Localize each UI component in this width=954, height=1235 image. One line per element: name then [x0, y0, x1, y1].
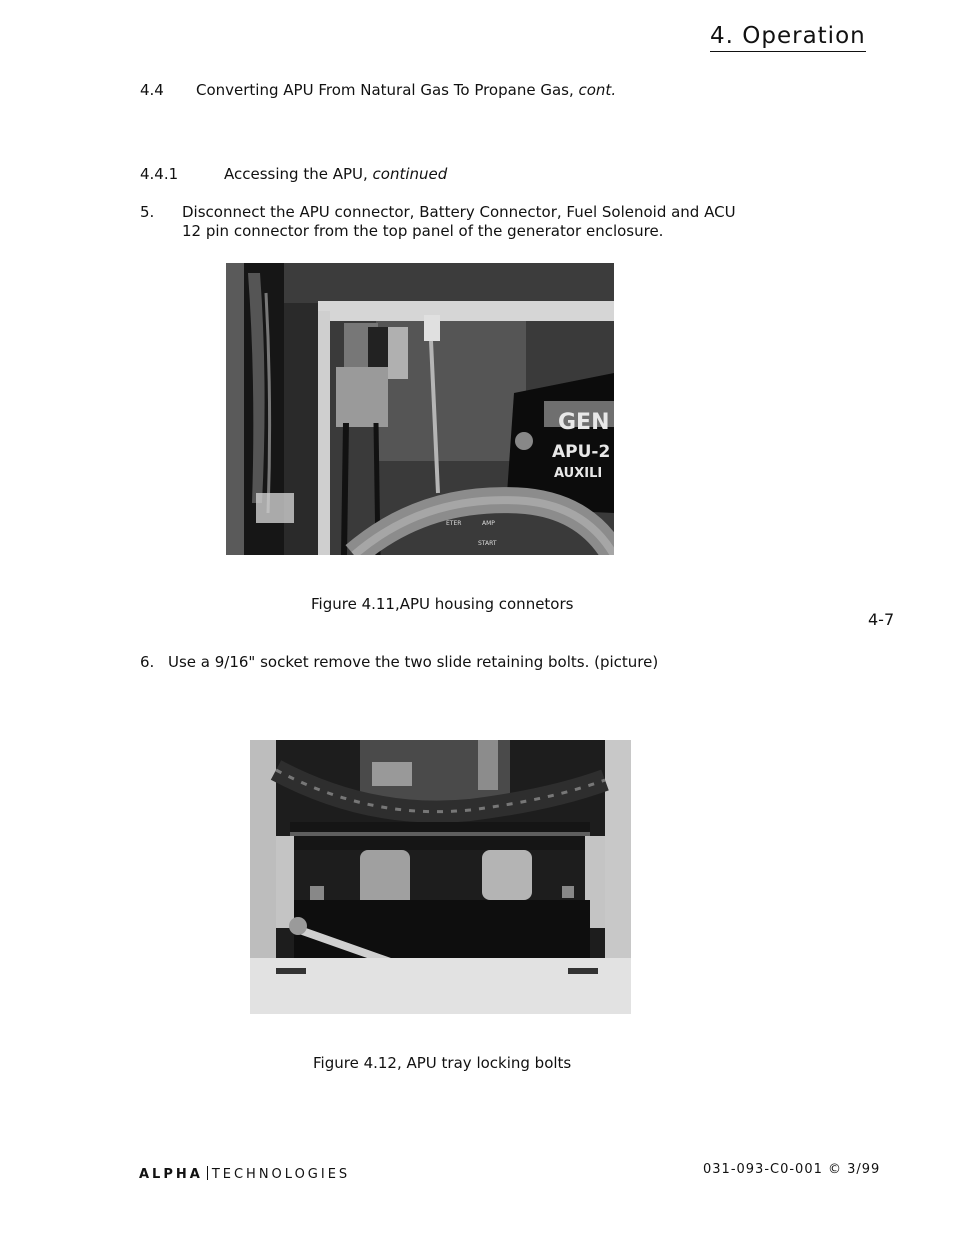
subsection-heading [140, 165, 447, 184]
step-6-number: 6. [140, 653, 155, 671]
page-number: 4-7 [868, 610, 895, 629]
section-heading [140, 81, 616, 100]
subsection-title: Accessing the APU, [224, 165, 373, 183]
footer-logo-technologies: TECHNOLOGIES [211, 1167, 351, 1182]
subsection-title-suffix: continued [372, 165, 448, 183]
footer-logo-divider [207, 1166, 208, 1180]
label-text-apu: APU-2 [552, 442, 611, 462]
panel-text-eter: ETER [446, 520, 462, 527]
figure-4-12-photo [250, 740, 631, 1014]
subsection-number: 4.4.1 [140, 165, 179, 183]
chapter-title: 4. Operation [710, 22, 866, 52]
label-text-gen: GEN [558, 410, 610, 435]
figure-4-11-caption: Figure 4.11,APU housing connetors [311, 595, 574, 613]
panel-text-start: START [478, 540, 497, 547]
section-title: Converting APU From Natural Gas To Propane Gas, [196, 81, 579, 99]
section-title-suffix: cont. [578, 81, 617, 99]
step-5-line-2: 12 pin connector from the top panel of the generator enclosure. [182, 222, 664, 240]
step-6 [140, 653, 658, 672]
footer-doc-code: 031-093-C0-001 © 3/99 [703, 1162, 881, 1177]
footer-logo-alpha: ALPHA [139, 1167, 203, 1182]
panel-text-amp: AMP [482, 520, 495, 527]
step-6-text: Use a 9/16" socket remove the two slide retaining bolts. (picture) [168, 653, 659, 671]
apu-housing-connectors-image [226, 263, 614, 555]
step-5-number: 5. [140, 203, 155, 221]
figure-4-11-photo [226, 263, 614, 555]
label-text-auxili: AUXILI [554, 466, 603, 481]
apu-tray-locking-bolts-image [250, 740, 631, 1014]
section-number: 4.4 [140, 81, 164, 99]
figure-4-12-caption: Figure 4.12, APU tray locking bolts [313, 1054, 572, 1072]
step-5-line-1: Disconnect the APU connector, Battery Connector, Fuel Solenoid and ACU [182, 203, 736, 221]
footer-logo [139, 1166, 350, 1182]
